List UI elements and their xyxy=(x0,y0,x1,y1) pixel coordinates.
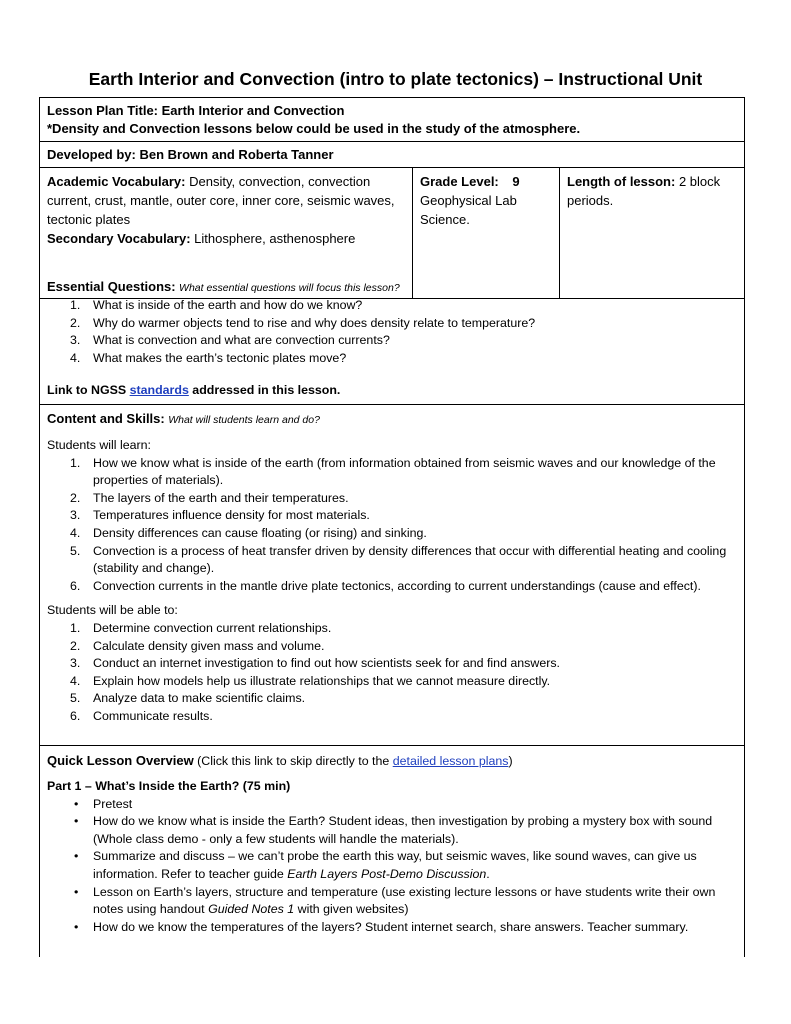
grade-level-label: Grade Level: xyxy=(420,174,499,189)
students-will-be-able-list xyxy=(47,620,737,726)
list-item: 2. The layers of the earth and their temperatures. xyxy=(70,490,349,505)
content-skills-hint: What will students learn and do? xyxy=(168,414,320,426)
ngss-standards-link[interactable]: standards xyxy=(129,383,189,398)
lesson-plan-table xyxy=(39,97,745,957)
quick-overview-heading: Quick Lesson Overview xyxy=(47,753,194,768)
list-item: 3. Temperatures influence density for most materials. xyxy=(70,508,370,523)
ngss-link-line xyxy=(47,382,737,399)
essential-questions-list xyxy=(47,297,737,367)
academic-vocabulary-label: Academic Vocabulary: xyxy=(47,174,186,189)
essential-questions-hint: What essential questions will focus this lesson? xyxy=(179,282,400,294)
list-item: 6. Communicate results. xyxy=(70,708,213,723)
part-1-title: Part 1 – What’s Inside the Earth? (75 min) xyxy=(47,779,291,793)
lesson-plan-title-row xyxy=(40,98,744,142)
list-item: 3. What is convection and what are convection currents? xyxy=(70,333,390,348)
content-skills-row xyxy=(40,405,744,746)
developed-by-value: Ben Brown and Roberta Tanner xyxy=(139,147,334,162)
list-item: 2. Calculate density given mass and volume. xyxy=(70,638,325,653)
grade-level-course: Geophysical Lab Science. xyxy=(420,193,517,227)
part-1-bullet-list xyxy=(47,796,737,937)
list-item: 4. Explain how models help us illustrate relationships that we cannot measure directly. xyxy=(70,673,551,688)
document-title: Earth Interior and Convection (intro to plate tectonics) – Instructional Unit xyxy=(88,69,703,89)
quick-overview-row xyxy=(40,746,744,958)
list-item: • Pretest xyxy=(74,796,133,811)
secondary-vocabulary-label: Secondary Vocabulary: xyxy=(47,231,191,246)
list-item: 6. Convection currents in the mantle drive plate tectonics, according to current understandings (cause and effect). xyxy=(70,578,701,593)
list-item: 2. Why do warmer objects tend to rise and why does density relate to temperature? xyxy=(70,315,536,330)
list-item: • Lesson on Earth’s layers, structure and temperature (use existing lecture lessons or have students write their own notes using handout Guided Notes 1 with given websites) xyxy=(74,884,716,917)
lesson-length-value: 2 block periods. xyxy=(567,174,721,208)
ngss-link-prefix: Link to NGSS xyxy=(47,383,127,398)
ngss-link-suffix: addressed in this lesson. xyxy=(192,383,341,398)
lesson-plan-note: *Density and Convection lessons below could be used in the study of the atmosphere. xyxy=(47,121,581,136)
essential-questions-row xyxy=(40,272,744,405)
list-item: 5. Convection is a process of heat transfer driven by density differences that occur with differential heating and cooling (stability and change). xyxy=(70,543,727,576)
lesson-plan-title-value: Earth Interior and Convection xyxy=(161,103,345,118)
students-will-be-able-intro: Students will be able to: xyxy=(47,603,178,618)
academic-vocabulary-value: Density, convection, convection current, crust, mantle, outer core, inner core, seismic waves, tectonic plates xyxy=(47,174,395,227)
list-item: 1. How we know what is inside of the earth (from information obtained from seismic waves and our knowledge of the properties of materials). xyxy=(70,455,716,488)
lesson-length-label: Length of lesson: xyxy=(567,174,676,189)
quick-overview-intro-prefix: (Click this link to skip directly to the xyxy=(197,754,390,768)
list-item: • Summarize and discuss – we can’t probe the earth this way, but seismic waves, like sound waves, can give us information. Refer to teacher guide Earth Layers Post-Demo Discussion. xyxy=(74,849,697,881)
students-will-learn-intro: Students will learn: xyxy=(47,438,151,452)
list-item: 3. Conduct an internet investigation to find out how scientists seek for and find answers. xyxy=(70,656,560,671)
grade-level-value: 9 xyxy=(512,174,520,189)
list-item: 1. Determine convection current relationships. xyxy=(70,620,332,635)
essential-questions-heading: Essential Questions: xyxy=(47,279,176,294)
list-item: • How do we know what is inside the Earth? Student ideas, then investigation by probing a mystery box with sound (Whole class demo - only a few students will handle the materials). xyxy=(74,814,713,846)
secondary-vocabulary-value: Lithosphere, asthenosphere xyxy=(194,231,356,246)
detailed-lesson-plans-link[interactable]: detailed lesson plans xyxy=(392,754,509,768)
developed-by-row xyxy=(40,142,744,168)
list-item: • How do we know the temperatures of the layers? Student internet search, share answers. Teacher summary. xyxy=(74,919,689,934)
content-skills-heading: Content and Skills: xyxy=(47,411,165,426)
quick-overview-intro-suffix: ) xyxy=(508,754,513,768)
list-item: 5. Analyze data to make scientific claims. xyxy=(70,691,306,706)
list-item: 4. Density differences can cause floating (or rising) and sinking. xyxy=(70,525,427,540)
lesson-plan-title-label: Lesson Plan Title: xyxy=(47,103,159,118)
list-item: 4. What makes the earth’s tectonic plates move? xyxy=(70,350,347,365)
developed-by-label: Developed by: xyxy=(47,147,136,162)
list-item: 1. What is inside of the earth and how do we know? xyxy=(70,298,363,312)
students-will-learn-list xyxy=(47,455,737,596)
